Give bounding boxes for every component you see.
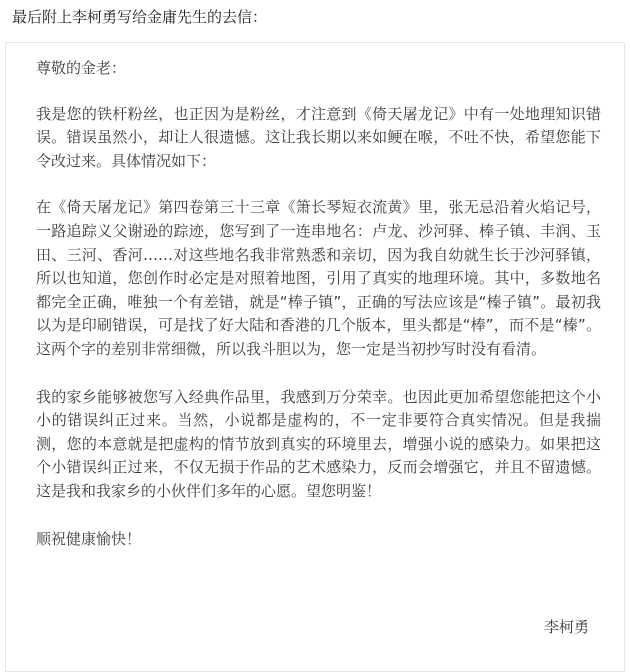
letter-salutation: 尊敬的金老： [36,59,127,77]
letter-paragraph-3: 我的家乡能够被您写入经典作品里，我感到万分荣幸。也因此更加希望您能把这个小小的错误纠正过来。当然，小说都是虚构的，不一定非要符合真实情况。但是我揣测，您的本意就是把虚构的情节放到真实的环境里去，增强小说的感染力。如果把这个小错误纠正过来，不仅无损于作品的艺术感染力，反而会增强它，并且不留遗憾。这是我和我家乡的小伙伴们多年的心愿。望您明鉴！ [36,387,601,500]
intro-text: 最后附上李柯勇写给金庸先生的去信： [12,8,268,26]
letter-signature: 李柯勇 [544,618,590,636]
letter-paragraph-1: 我是您的铁杆粉丝，也正因为是粉丝，才注意到《倚天屠龙记》中有一处地理知识错误。错误虽然小，却让人很遗憾。这让我长期以来如鲠在喉，不吐不快，希望您能下令改过来。具体情况如下： [36,104,601,170]
letter-closing: 顺祝健康愉快！ [36,529,142,548]
letter-paragraph-2: 在《倚天屠龙记》第四卷第三十三章《箫长琴短衣流黄》里，张无忌沿着火焰记号，一路追踪义父谢逊的踪迹，您写到了一连串地名：卢龙、沙河驿、棒子镇、丰润、玉田、三河、香河……对这些地名我非常熟悉和亲切，因为我自幼就生长于沙河驿镇，所以也知道，您创作时必定是对照着地图，引用了真实的地理环境。其中，多数地名都完全正确，唯独一个有差错，就是“棒子镇”，正确的写法应该是“榛子镇”。最初我以为是印刷错误，可是找了好大陆和香港的几个版本，里头都是“棒”，而不是“榛”。这两个字的差别非常细微，所以我斗胆以为，您一定是当初抄写时没有看清。 [36,198,601,358]
letter-body [36,57,601,574]
letter-image-frame [5,42,625,672]
